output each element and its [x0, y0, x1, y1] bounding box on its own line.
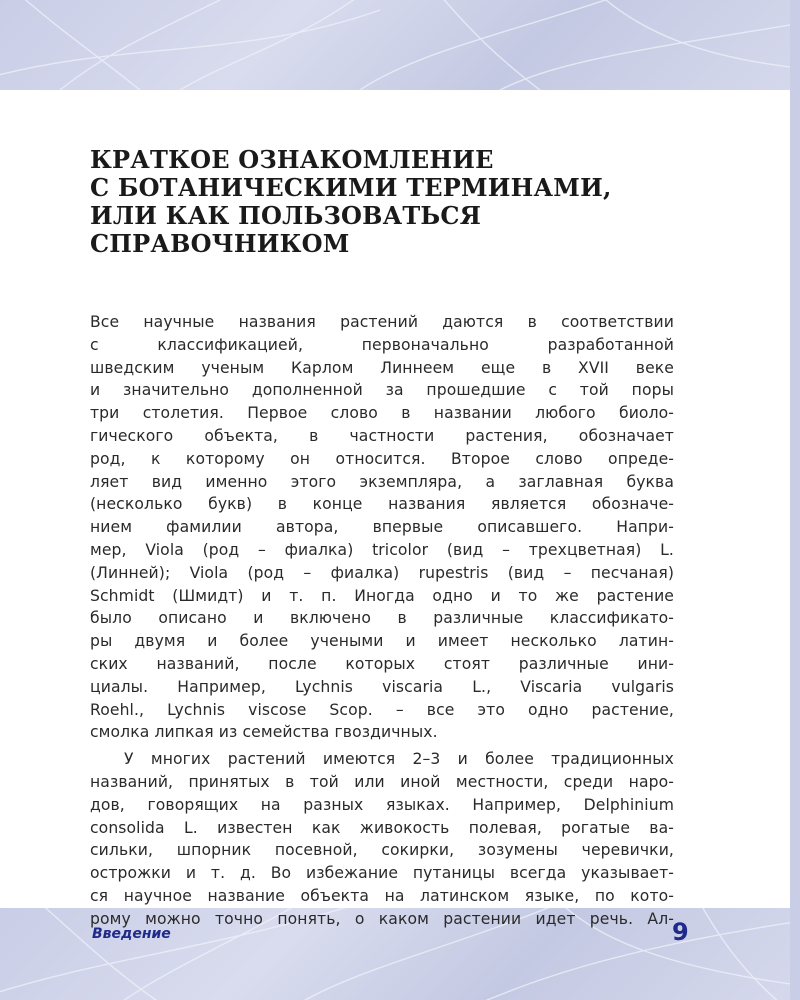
text-line: consolida L. известен как живокость полевая, рогатые ва-: [90, 818, 674, 837]
text-line: сильки, шпорник посевной, сокирки, зозумены черевички,: [90, 841, 674, 860]
text-line: названий, принятых в той или иной местности, среди наро-: [90, 772, 674, 791]
section-label: Введение: [92, 926, 171, 942]
text-line: гического объекта, в частности растения, обозначает: [90, 426, 674, 445]
text-line: ся научное название объекта на латинском языке, по кото-: [90, 886, 674, 905]
text-line: Roehl., Lychnis viscose Scop. – все это одно растение,: [90, 700, 674, 719]
text-line: ры двумя и более учеными и имеет несколько латин-: [90, 632, 674, 651]
header-decorative-band: [0, 0, 800, 90]
text-line: Все научные названия растений даются в соответствии: [90, 313, 674, 331]
page-content: [90, 90, 674, 931]
text-line: (Линней); Viola (род – фиалка) rupestris (вид – песчаная): [90, 563, 674, 582]
text-line: острожки и т. д. Во избежание путаницы всегда указывает-: [90, 864, 674, 883]
text-line: с классификацией, первоначально разработанной: [90, 335, 674, 354]
text-line: Schmidt (Шмидт) и т. п. Иногда одно и то же растение: [90, 586, 674, 605]
heading-line: ИЛИ КАК ПОЛЬЗОВАТЬСЯ: [90, 201, 482, 230]
text-line: и значительно дополненной за прошедшие с той поры: [90, 381, 674, 400]
paragraph-2: [90, 748, 674, 930]
heading-line: КРАТКОЕ ОЗНАКОМЛЕНИЕ: [90, 145, 494, 174]
body-text: [90, 311, 674, 931]
text-line: род, к которому он относится. Второе слово опреде-: [90, 449, 674, 468]
heading-line: СПРАВОЧНИКОМ: [90, 229, 350, 258]
text-line: (несколько букв) в конце названия является обозначе-: [90, 495, 674, 514]
paragraph-1: [90, 311, 674, 744]
text-line: дов, говорящих на разных языках. Например, Delphinium: [90, 795, 674, 814]
text-line: рому можно точно понять, о каком растении идет речь. Ал-: [90, 909, 674, 928]
text-line: ляет вид именно этого экземпляра, а заглавная буква: [90, 472, 674, 491]
page-edge-strip: [790, 0, 800, 1000]
text-line: ских названий, после которых стоят различные ини-: [90, 654, 674, 673]
text-line: три столетия. Первое слово в названии любого биоло-: [90, 404, 674, 423]
text-line: шведским ученым Карлом Линнеем еще в XVII веке: [90, 358, 674, 377]
text-line: было описано и включено в различные классификато-: [90, 609, 674, 628]
heading-line: С БОТАНИЧЕСКИМИ ТЕРМИНАМИ,: [90, 173, 612, 202]
text-line: циалы. Например, Lychnis viscaria L., Viscaria vulgaris: [90, 677, 674, 696]
text-line: мер, Viola (род – фиалка) tricolor (вид – трехцветная) L.: [90, 540, 674, 559]
page-number: 9: [672, 918, 689, 946]
text-line: смолка липкая из семейства гвоздичных.: [90, 723, 438, 742]
leaf-texture: [0, 0, 800, 90]
text-line: нием фамилии автора, впервые описавшего. Напри-: [90, 518, 674, 537]
text-line: У многих растений имеются 2–3 и более традиционных: [124, 750, 674, 769]
chapter-heading: [90, 146, 674, 258]
